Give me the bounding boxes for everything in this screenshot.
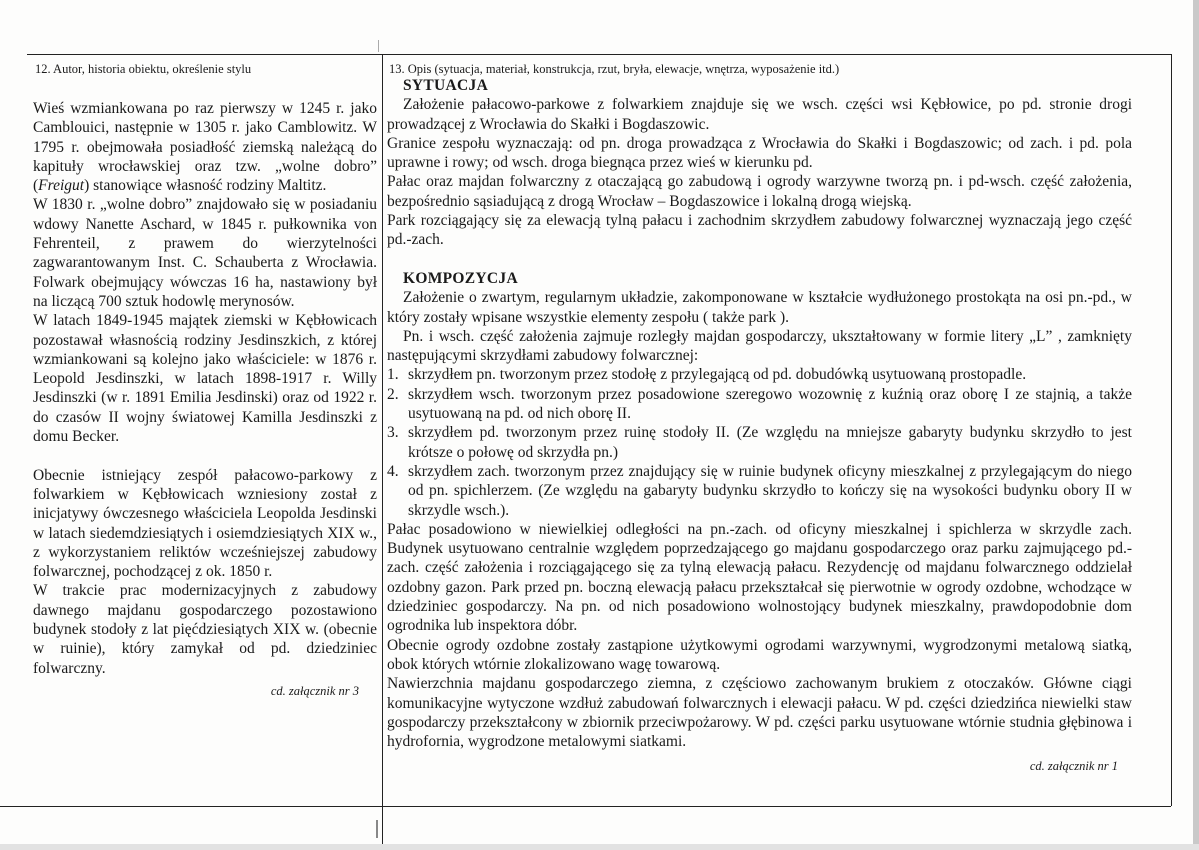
closing-paragraph-3: Nawierzchnia majdanu gospodarczego ziemna, z częściowo zachowanym brukiem z otoczaków. Główne ciągi komunikacyjne wytyczone wzdłuż zabudowań folwarcznych i elewacji pałacu. W pd. części dziedzińca niewielki staw gospodarczy przekształcony w zbiornik przeciwpożarowy. W pd. części parku usytuowane wtórnie studnia głębinowa i hydrofornia, wygrodzone metalowymi siatkami. xyxy=(387,675,1132,751)
section-13-label: 13. Opis (sytuacja, materiał, konstrukcja, rzut, bryła, elewacje, wnętrza, wyposażenie itd.) xyxy=(389,62,840,76)
history-paragraph-1 xyxy=(33,99,377,195)
history-column xyxy=(33,60,377,700)
attachment-reference-3: cd. załącznik nr 3 xyxy=(270,683,359,698)
wing-list xyxy=(387,365,1132,519)
paragraph-gap xyxy=(387,250,1132,269)
attachment-reference-1: cd. załącznik nr 1 xyxy=(1029,759,1118,774)
sytuacja-paragraph-2: Granice zespołu wyznaczają: od pn. droga prowadząca z Wrocławia do Skałki i Bogdaszowic; od zach. i pd. pola uprawne i rowy; od wsch. droga biegnąca przez wieś w kierunku pd. xyxy=(387,134,1132,172)
history-paragraph-4: Obecnie istniejący zespół pałacowo-parkowy z folwarkiem w Kębłowicach wzniesiony został z inicjatywy ówczesnego właściciela Leopolda Jesdinski w latach siedemdziesiątych i osiemdziesiątych XIX w., z wykorzystaniem reliktów wcześniejszej zabudowy folwarcznej, pochodzącej z ok. 1850 r. xyxy=(33,466,377,581)
section-12-label: 12. Autor, historia obiektu, określenie stylu xyxy=(35,62,252,76)
scan-mark-top xyxy=(378,40,379,52)
scan-mark-bottom xyxy=(376,820,378,838)
list-number: 4. xyxy=(387,462,399,480)
history-paragraph-3: W latach 1849-1945 majątek ziemski w Kębłowicach pozostawał własnością rodziny Jesdinszkich, z której wzmiankowani są kolejno jako właściciele: w 1876 r. Leopold Jesdinszki, w latach 1898-1917 r. Willy Jesdinszki (w r. 1891 Emilia Jesdinski) oraz od 1922 r. do czasów II wojny światowej Kamilla Jesdinszki z domu Becker. xyxy=(33,312,377,446)
history-paragraph-1-end: ) stanowiące własność rodziny Maltitz. xyxy=(84,177,327,195)
closing-paragraph-1: Pałac posadowiono w niewielkiej odległości na pn.-zach. od oficyny mieszkalnej i spichlerza w skrzydle zach. Budynek usytuowano centralnie względem poprzedzającego go majdanu gospodarczego oraz parku zajmującego pd.-zach. część założenia i rozciągającego się za tylną elewacją pałacu. Rezydencję od majdanu folwarcznego oddzielał ozdobny gazon. Park przed pn. boczną elewacją pałacu przekształcał się pierwotnie w ogrody ozdobne, wchodzące w dziedziniec gospodarczy. Na pn. od nich posadowiono wolnostojący budynek mieszkalny, prawdopodobnie dom ogrodnika lub inspektora dóbr. xyxy=(387,520,1132,635)
description-column xyxy=(387,60,1132,775)
frame-top-rule xyxy=(27,54,1171,55)
sytuacja-paragraph-3: Pałac oraz majdan folwarczny z otaczającą go zabudową i ogrody warzywne tworzą pn. i pd-wsch. część założenia, bezpośrednio sąsiadującą z drogą Wrocław – Bogdaszowice i lokalną drogą wiejską. xyxy=(387,173,1132,210)
kompozycja-paragraph-2: Pn. i wsch. część założenia zajmuje rozległy majdan gospodarczy, ukształtowany w formie litery „L” , zamknięty następującymi skrzydłami zabudowy folwarcznej: xyxy=(387,327,1132,365)
list-number: 1. xyxy=(387,366,399,384)
paragraph-gap xyxy=(33,446,377,465)
history-paragraph-1-text: Wieś wzmiankowana po raz pierwszy w 1245 r. jako Camblouici, następnie w 1305 r. jako Camblowitz. W 1795 r. obejmowała posiadłość ziemską należącą do kapituły wrocławskiej oraz tzw. „wolne dobro” ( xyxy=(33,100,377,195)
scan-edge-bottom xyxy=(0,844,1199,850)
list-text: skrzydłem pn. tworzonym przez stodołę z przylegającą od pd. dobudówką usytuowaną prostopadle. xyxy=(408,366,1027,384)
sytuacja-paragraph-4: Park rozciągający się za elewacją tylną pałacu i zachodnim skrzydłem zabudowy folwarcznej wyznaczają jego część pd.-zach. xyxy=(387,212,1132,249)
frame-bottom-rule xyxy=(0,806,1171,807)
closing-paragraph-2: Obecnie ogrody ozdobne zostały zastąpione użytkowymi ogrodami warzywnymi, wygrodzonymi metalową siatką, obok których wtórnie zlokalizowano wagę towarową. xyxy=(387,636,1132,673)
list-text: skrzydłem wsch. tworzonym przez posadowione szeregowo wozownię z kuźnią oraz oborę I ze stajnią, a także usytuowaną na pd. od nich oborę II. xyxy=(408,385,1132,423)
list-item xyxy=(387,423,1132,462)
list-number: 2. xyxy=(387,385,399,403)
list-item xyxy=(387,365,1132,384)
column-divider xyxy=(382,54,383,850)
freigut-term: Freigut xyxy=(38,177,85,195)
sytuacja-paragraph-1: Założenie pałacowo-parkowe z folwarkiem znajduje się we wsch. części wsi Kębłowice, po pd. stronie drogi prowadzącej z Wrocławia do Skałki i Bogdaszowic. xyxy=(387,96,1132,133)
list-text: skrzydłem pd. tworzonym przez ruinę stodoły II. (Ze względu na mniejsze gabaryty budynku skrzydło to jest krótsze o połowę od skrzydła pn.) xyxy=(408,424,1132,461)
list-item xyxy=(387,462,1132,520)
list-text: skrzydłem zach. tworzonym przez znajdujący się w ruinie budynek oficyny mieszkalnej z przylegającym do niego od pn. spichlerzem. (Ze względu na gabaryty budynku skrzydło to kończy się na wysokości budynku obory II w skrzydle wsch.). xyxy=(408,462,1132,519)
heading-kompozycja: KOMPOZYCJA xyxy=(403,269,518,287)
list-item xyxy=(387,385,1132,424)
kompozycja-paragraph-1: Założenie o zwartym, regularnym układzie, zakomponowane w kształcie wydłużonego prostokąta na osi pn.-pd., w który zostały wpisane wszystkie elementy zespołu ( także park ). xyxy=(387,289,1132,326)
scan-edge-right xyxy=(1193,0,1199,850)
list-number: 3. xyxy=(387,424,399,442)
heading-sytuacja: SYTUACJA xyxy=(403,77,489,94)
history-paragraph-2: W 1830 r. „wolne dobro” znajdowało się w posiadaniu wdowy Nanette Aschard, w 1845 r. pułkownika von Fehrenteil, z prawem do wierzytelności zagwarantowanym Inst. C. Schauberta z Wrocławia. Folwark obejmujący wówczas 16 ha, nastawiony był na liczącą 700 sztuk hodowlę merynosów. xyxy=(33,196,377,310)
frame-right-rule xyxy=(1171,54,1172,806)
history-paragraph-5: W trakcie prac modernizacyjnych z zabudowy dawnego majdanu gospodarczego pozostawiono budynek stodoły z lat pięćdziesiątych XIX w. (obecnie w ruinie), który zamykał od pd. dziedziniec folwarczny. xyxy=(33,582,377,677)
